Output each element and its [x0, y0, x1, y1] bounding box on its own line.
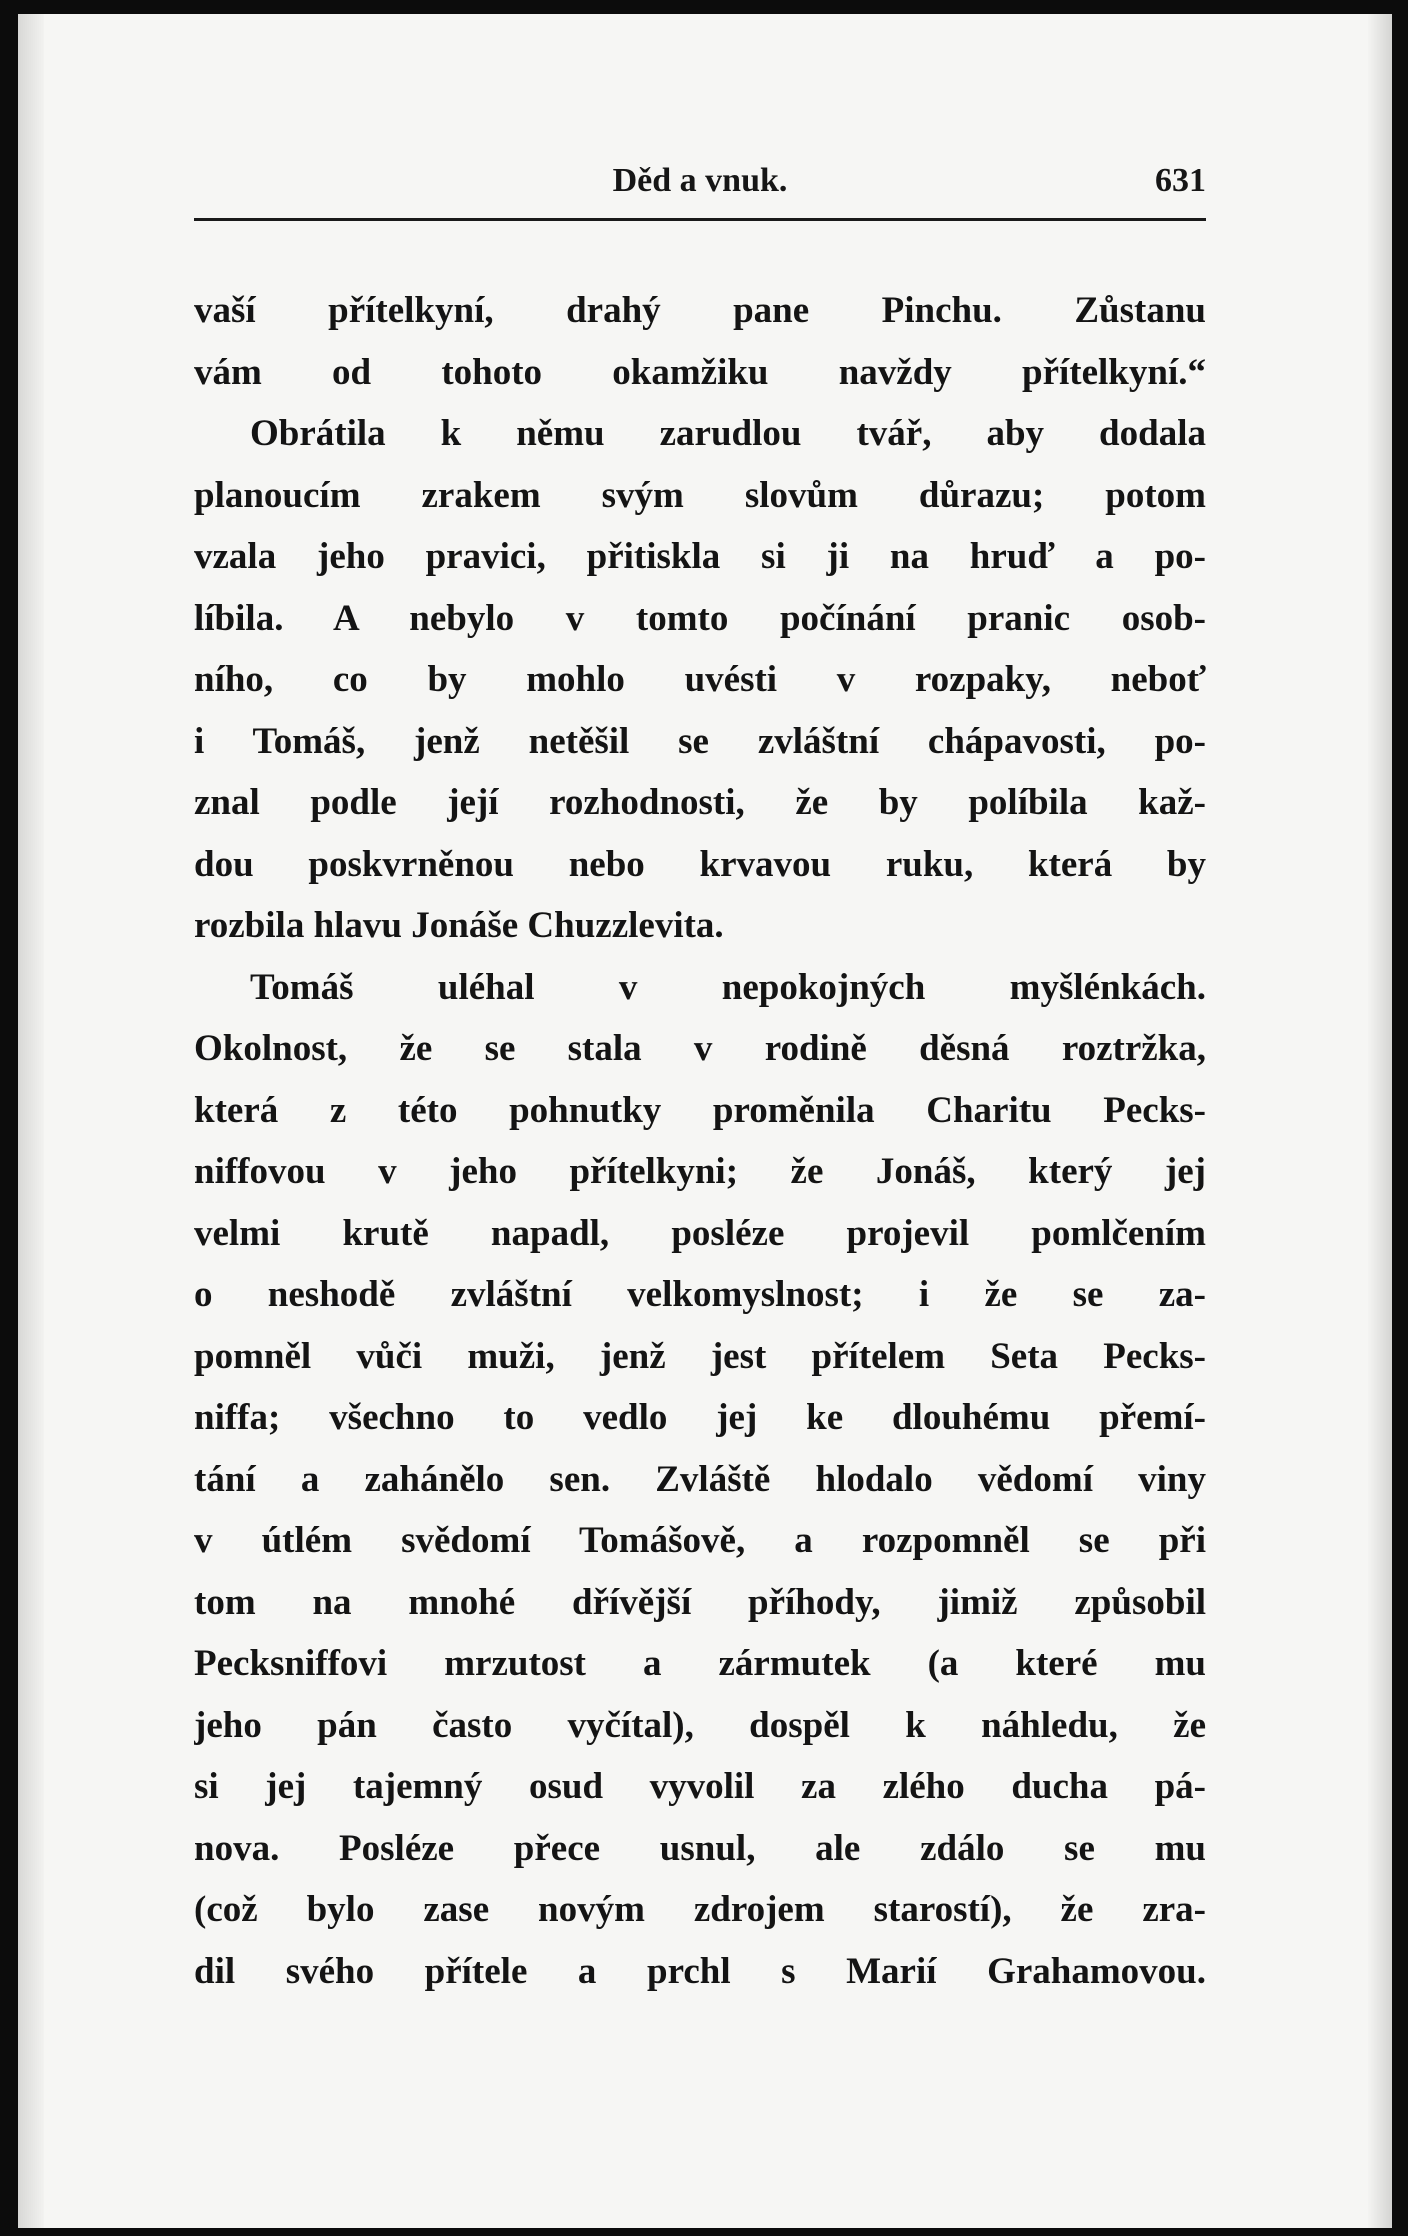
- running-title: Děd a vnuk.: [612, 162, 788, 199]
- text-line: vám od tohoto okamžiku navždy přítelkyní.“: [194, 351, 1206, 393]
- text-line: tom na mnohé dřívější příhody, jimiž způsobil: [194, 1581, 1206, 1623]
- text-line: o neshodě zvláštní velkomyslnost; i že se za-: [194, 1274, 1206, 1315]
- text-line: ního, co by mohlo uvésti v rozpaky, neboť: [194, 659, 1206, 700]
- text-line: tání a zahánělo sen. Zvláště hlodalo vědomí viny: [194, 1458, 1206, 1500]
- text-line: nova. Posléze přece usnul, ale zdálo se mu: [194, 1827, 1206, 1869]
- text-line: (což bylo zase novým zdrojem starostí), že zra-: [194, 1889, 1206, 1930]
- text-line: dil svého přítele a prchl s Marií Grahamovou.: [194, 1950, 1206, 1992]
- header-rule: [194, 218, 1206, 221]
- text-line: velmi krutě napadl, posléze projevil pomlčením: [194, 1212, 1206, 1254]
- text-line: pomněl vůči muži, jenž jest přítelem Seta Pecks-: [194, 1335, 1206, 1377]
- text-line: rozbila hlavu Jonáše Chuzzlevita.: [194, 905, 724, 946]
- running-head: [194, 162, 1206, 202]
- text-line: která z této pohnutky proměnila Charitu Pecks-: [194, 1089, 1206, 1131]
- text-line: si jej tajemný osud vyvolil za zlého ducha pá-: [194, 1766, 1206, 1807]
- text-line: znal podle její rozhodnosti, že by políbila kaž-: [194, 782, 1206, 823]
- text-line: vaší přítelkyní, drahý pane Pinchu. Zůstanu: [194, 290, 1206, 331]
- text-line: vzala jeho pravici, přitiskla si ji na hruď a po-: [194, 536, 1206, 577]
- text-line: niffa; všechno to vedlo jej ke dlouhému přemí-: [194, 1397, 1206, 1438]
- text-line: jeho pán často vyčítal), dospěl k náhledu, že: [194, 1704, 1206, 1746]
- text-line: dou poskvrněnou nebo krvavou ruku, která by: [194, 843, 1206, 885]
- text-line: i Tomáš, jenž netěšil se zvláštní chápavosti, po-: [194, 720, 1206, 762]
- body-text: [194, 280, 1206, 2002]
- text-line: v útlém svědomí Tomášově, a rozpomněl se při: [194, 1520, 1206, 1561]
- page-edge-right: [1368, 14, 1392, 2228]
- page-edge-left: [18, 14, 44, 2228]
- text-line: planoucím zrakem svým slovům důrazu; potom: [194, 474, 1206, 516]
- text-line: niffovou v jeho přítelkyni; že Jonáš, který jej: [194, 1151, 1206, 1192]
- text-line: Pecksniffovi mrzutost a zármutek (a které mu: [194, 1643, 1206, 1684]
- text-line: Tomáš uléhal v nepokojných myšlénkách.: [250, 966, 1206, 1008]
- book-page: [18, 14, 1392, 2228]
- text-line: Okolnost, že se stala v rodině děsná roztržka,: [194, 1028, 1206, 1069]
- text-line: líbila. A nebylo v tomto počínání pranic osob-: [194, 597, 1206, 639]
- page-number: 631: [1155, 162, 1206, 199]
- text-line: Obrátila k němu zarudlou tvář, aby dodala: [250, 413, 1206, 454]
